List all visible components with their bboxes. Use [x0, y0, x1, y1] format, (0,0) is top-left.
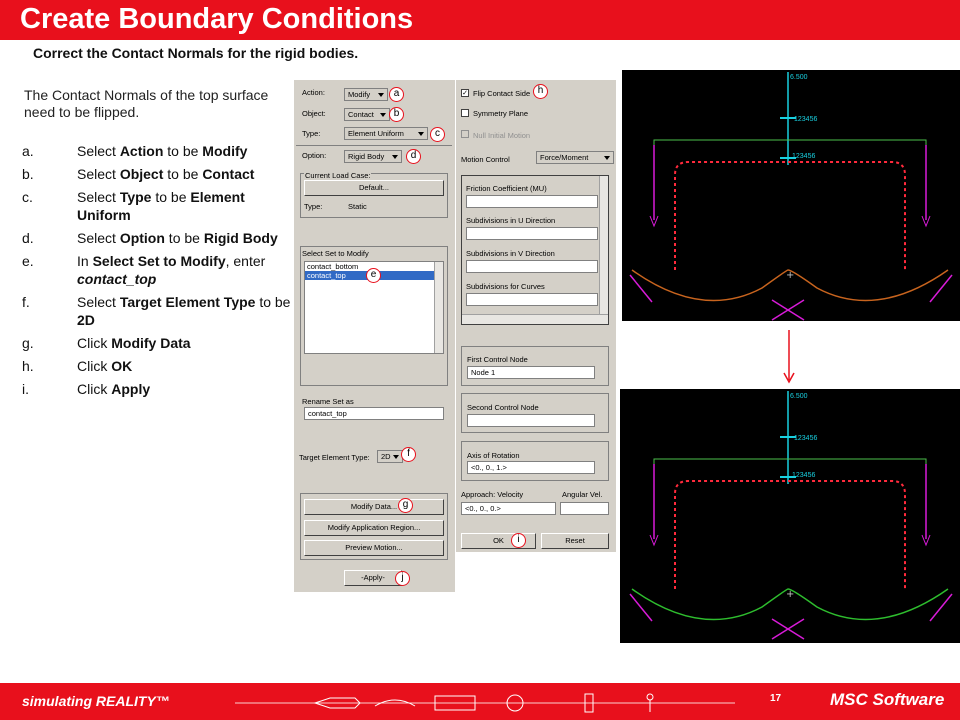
step-item — [22, 165, 292, 183]
step-keyword: Target Element Type — [119, 294, 256, 310]
arrow-down-icon — [779, 330, 799, 385]
rename-label: Rename Set as — [302, 397, 354, 406]
step-fragment: to be — [163, 166, 203, 182]
step-fragment: , enter — [225, 253, 266, 269]
divider — [296, 145, 452, 146]
step-text — [77, 188, 292, 224]
callout-a: a — [389, 87, 404, 102]
support-line — [654, 459, 926, 464]
first-node-label: First Control Node — [467, 355, 528, 364]
step-text — [77, 252, 292, 288]
object-value: Contact — [348, 110, 374, 119]
approach-label: Approach: Velocity — [461, 490, 524, 499]
viewport-before[interactable] — [622, 70, 960, 321]
step-letter: a. — [22, 143, 34, 159]
intro-text: The Contact Normals of the top surface need to be flipped. — [24, 87, 269, 120]
step-letter: c. — [22, 189, 33, 205]
chevron-down-icon — [604, 156, 610, 160]
callout-f: f — [401, 447, 416, 462]
scrollbar[interactable] — [434, 262, 443, 353]
subdiv-u-input[interactable] — [466, 227, 598, 240]
page-number: 17 — [770, 693, 782, 704]
step-letter: e. — [22, 253, 34, 269]
first-node-input[interactable]: Node 1 — [467, 366, 595, 379]
load-case-label: Current Load Case: — [305, 171, 371, 180]
option-label: Option: — [302, 151, 327, 160]
step-item — [22, 252, 292, 288]
step-item — [22, 293, 292, 329]
motion-control-label: Motion Control — [461, 155, 510, 164]
callout-d: d — [406, 149, 421, 164]
target-value: 2D — [381, 452, 391, 461]
origin-marker-icon: + — [786, 270, 795, 281]
viewport-after[interactable] — [620, 389, 960, 643]
rename-input[interactable]: contact_top — [304, 407, 444, 420]
step-letter: b. — [22, 166, 34, 182]
step-text — [77, 357, 292, 375]
main-panel — [294, 80, 455, 592]
model-graphics — [620, 389, 960, 643]
action-label: Action: — [302, 88, 325, 97]
subtitle: Correct the Contact Normals for the rigid bodies. — [33, 45, 359, 61]
msc-software-logo: MSC Software — [830, 690, 945, 709]
flip-label: Flip Contact Side — [473, 89, 531, 98]
step-item — [22, 188, 292, 224]
step-text — [77, 229, 292, 247]
modify-data-dialog — [456, 80, 616, 552]
callout-c: c — [430, 127, 445, 142]
object-label: Object: — [302, 109, 326, 118]
arrow-line — [630, 275, 652, 302]
scrollbar-horizontal[interactable] — [462, 314, 608, 324]
step-item — [22, 357, 292, 375]
step-fragment: Select — [77, 143, 120, 159]
step-letter: d. — [22, 230, 34, 246]
friction-input[interactable] — [466, 195, 598, 208]
step-keyword: Rigid Body — [203, 230, 278, 246]
lc-type-label: Type: — [304, 202, 323, 211]
step-keyword: 2D — [77, 312, 95, 328]
step-fragment: Click — [77, 381, 112, 397]
target-label: Target Element Type: — [299, 453, 370, 462]
industry-icons-strip — [235, 688, 735, 718]
step-item — [22, 380, 292, 398]
step-text — [77, 380, 292, 398]
angular-input[interactable] — [560, 502, 609, 515]
chevron-down-icon — [393, 455, 399, 459]
axis-label: Axis of Rotation — [467, 451, 520, 460]
type-dropdown[interactable] — [344, 127, 428, 140]
list-item[interactable]: contact_bottom — [307, 262, 359, 271]
step-letter: g. — [22, 335, 34, 351]
chevron-down-icon — [380, 113, 386, 117]
step-fragment: to be — [164, 230, 204, 246]
step-keyword: Select Set to Modify — [92, 253, 226, 269]
chevron-down-icon — [378, 93, 384, 97]
lc-type-value: Static — [348, 202, 367, 211]
step-keyword: Object — [119, 166, 164, 182]
option-dropdown[interactable] — [344, 150, 402, 163]
second-node-input[interactable] — [467, 414, 595, 427]
step-fragment: Select — [77, 294, 120, 310]
support-line — [654, 140, 926, 145]
step-fragment: Select — [77, 189, 120, 205]
person-icon — [647, 694, 653, 700]
step-keyword: Action — [119, 143, 164, 159]
page-title: Create Boundary Conditions — [20, 3, 414, 35]
callout-j: j — [395, 571, 410, 586]
callout-e: e — [366, 268, 381, 283]
callout-g: g — [398, 498, 413, 513]
step-item — [22, 334, 292, 352]
target-dropdown[interactable] — [377, 450, 403, 463]
step-text — [77, 334, 292, 352]
angular-label: Angular Vel. — [562, 490, 603, 499]
step-item — [22, 229, 292, 247]
option-value: Rigid Body — [348, 152, 385, 161]
step-text — [77, 165, 292, 183]
scrollbar[interactable] — [599, 176, 608, 314]
type-value: Element Uniform — [348, 129, 404, 138]
step-fragment: to be — [163, 143, 203, 159]
step-keyword: Apply — [111, 381, 151, 397]
flip-checkbox[interactable]: ✓ — [462, 90, 468, 97]
dof-label: 123456 — [792, 472, 816, 479]
step-text — [77, 293, 292, 329]
list-item: Subdivisions in V Direction — [466, 249, 555, 258]
step-fragment: Select — [77, 230, 120, 246]
step-fragment: to be — [151, 189, 191, 205]
axis-input[interactable]: <0., 0., 1.> — [467, 461, 595, 474]
step-letter: f. — [22, 294, 30, 310]
step-fragment: Click — [77, 335, 112, 351]
list-item: Subdivisions in U Direction — [466, 216, 556, 225]
select-set-label: Select Set to Modify — [302, 249, 369, 258]
modify-region-button[interactable]: Modify Application Region... — [304, 520, 444, 536]
chevron-down-icon — [418, 132, 424, 136]
tagline: simulating REALITY™ — [22, 693, 170, 709]
dof-label: 123456 — [794, 435, 818, 442]
step-fragment: In — [77, 253, 93, 269]
property-list-panel[interactable] — [461, 175, 609, 325]
list-item-selected[interactable]: contact_top — [305, 271, 443, 280]
subdiv-curves-input[interactable] — [466, 293, 598, 306]
second-node-group — [461, 393, 609, 433]
action-dropdown[interactable] — [344, 88, 388, 101]
approach-input[interactable]: <0., 0., 0.> — [461, 502, 556, 515]
step-fragment: Select — [77, 166, 120, 182]
value-label: 6.500 — [790, 393, 808, 400]
list-item: Friction Coefficient (MU) — [466, 184, 547, 193]
second-node-label: Second Control Node — [467, 403, 539, 412]
ok-button[interactable]: OK — [461, 533, 536, 549]
symmetry-checkbox[interactable] — [461, 109, 469, 117]
value-label: 6.500 — [790, 74, 808, 81]
null-motion-checkbox[interactable] — [461, 130, 469, 138]
step-fragment: to be — [255, 294, 291, 310]
load-case-button[interactable]: Default... — [304, 180, 444, 196]
step-keyword: Modify — [202, 143, 248, 159]
motion-control-value: Force/Moment — [540, 153, 589, 162]
symmetry-label: Symmetry Plane — [473, 109, 529, 118]
list-item: Subdivisions for Curves — [466, 282, 545, 291]
origin-marker-icon: + — [786, 589, 795, 600]
object-dropdown[interactable] — [344, 108, 390, 121]
step-keyword: Element Uniform — [77, 189, 245, 223]
null-motion-label: Null Initial Motion — [473, 131, 531, 140]
motion-control-dropdown[interactable] — [536, 151, 614, 164]
rigid-mesh — [675, 162, 905, 270]
callout-i: i — [511, 533, 526, 548]
dof-label: 123456 — [794, 116, 818, 123]
step-letter: i. — [22, 381, 29, 397]
step-keyword: Contact — [202, 166, 255, 182]
step-fragment: Click — [77, 358, 112, 374]
step-item — [22, 142, 292, 160]
model-graphics — [622, 70, 960, 321]
type-label: Type: — [302, 129, 321, 138]
chevron-down-icon — [392, 155, 398, 159]
callout-h: h — [533, 84, 548, 99]
step-text — [77, 142, 292, 160]
preview-motion-button[interactable]: Preview Motion... — [304, 540, 444, 556]
arrow-line — [630, 594, 652, 621]
step-keyword: OK — [111, 358, 133, 374]
callout-b: b — [389, 107, 404, 122]
modify-data-button[interactable]: Modify Data... — [304, 499, 444, 515]
step-list — [22, 142, 292, 403]
step-keyword: Option — [119, 230, 165, 246]
apply-button[interactable]: -Apply- — [344, 570, 402, 586]
step-keyword: Modify Data — [111, 335, 191, 351]
rigid-mesh — [675, 481, 905, 589]
subdiv-v-input[interactable] — [466, 260, 598, 273]
dof-label: 123456 — [792, 153, 816, 160]
reset-button[interactable]: Reset — [541, 533, 609, 549]
step-keyword: Type — [119, 189, 152, 205]
action-value: Modify — [348, 90, 371, 99]
step-keyword: contact_top — [77, 271, 157, 287]
step-letter: h. — [22, 358, 34, 374]
